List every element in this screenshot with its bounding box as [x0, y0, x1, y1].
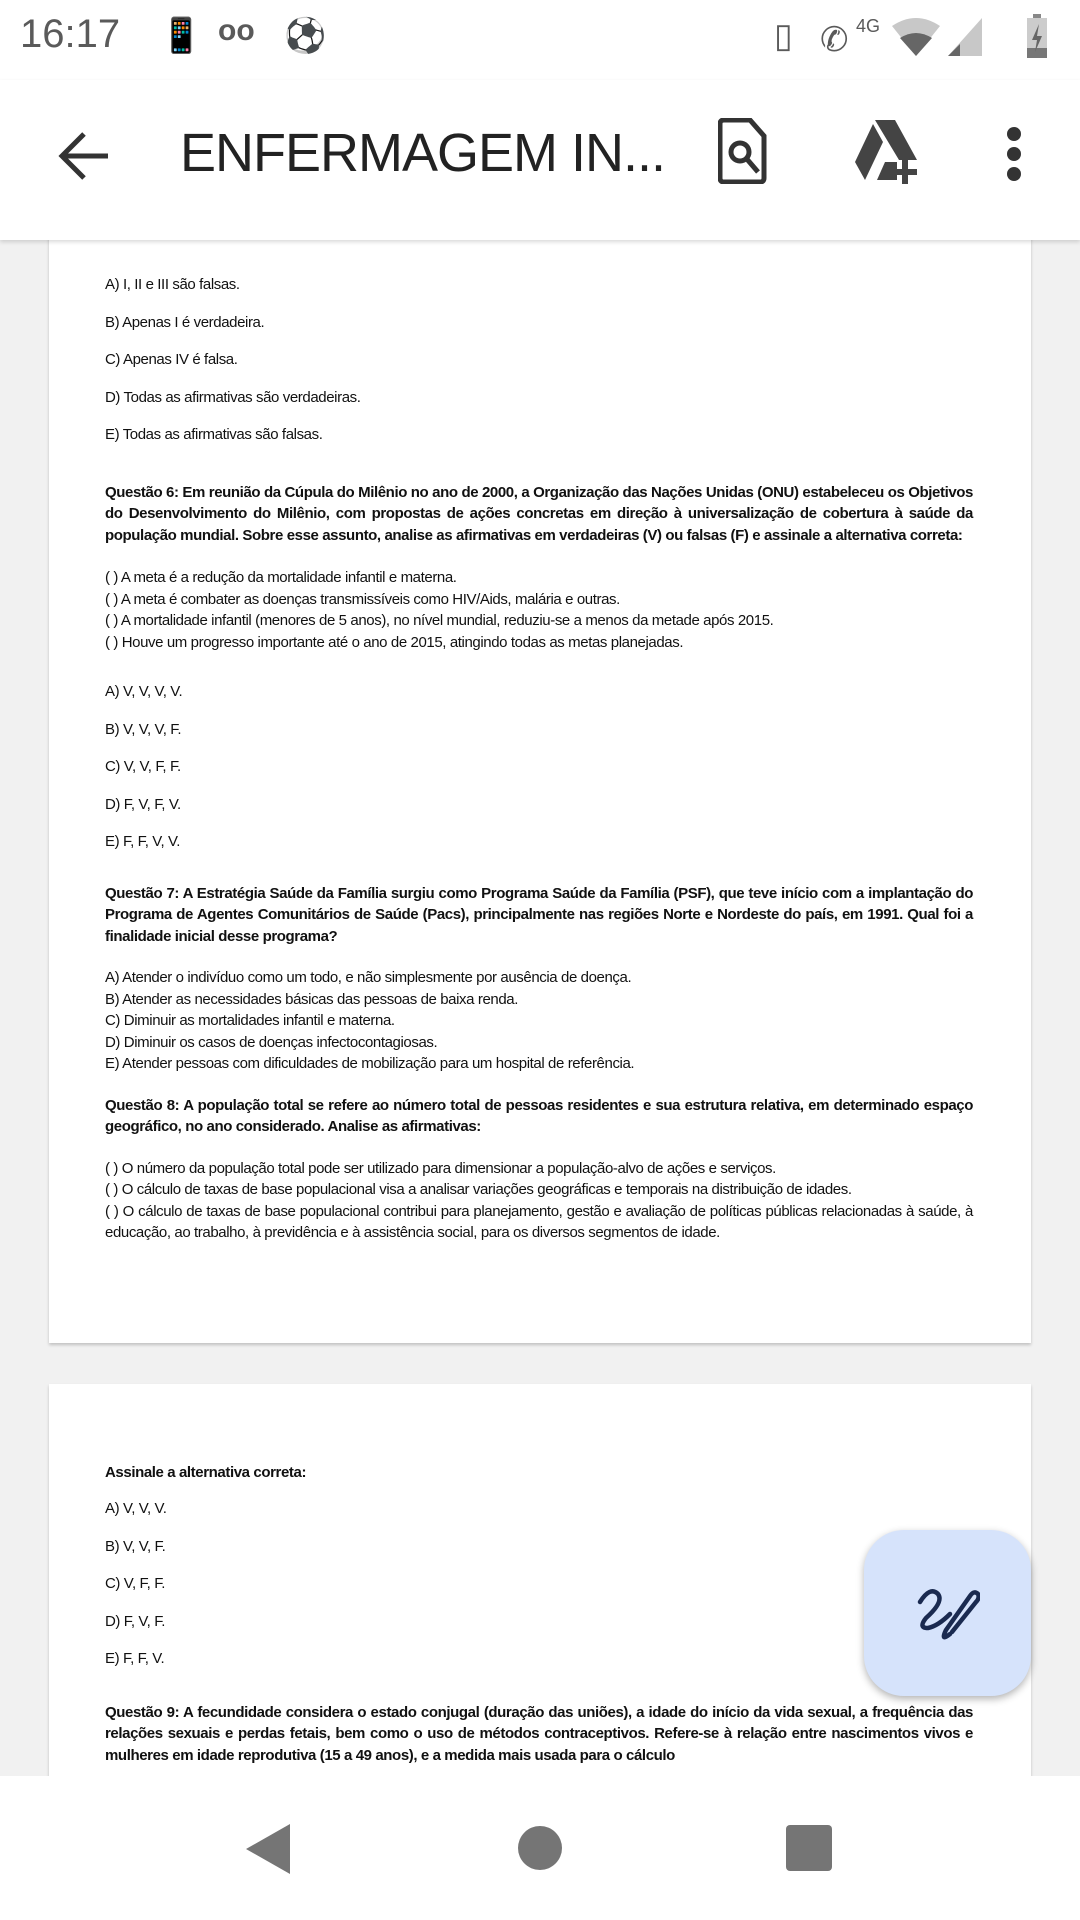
answer-option: E) F, F, V. [105, 1650, 165, 1667]
statement: ( ) O cálculo de taxas de base populacional contribui para planejamento, gestão e avaliação de políticas públicas relacionadas à saúde, à educação, ao trabalho, à previdência e à assistência social, para os diversos segmentos de idade. [105, 1202, 973, 1241]
statement: ( ) A meta é a redução da mortalidade infantil e materna. [105, 569, 457, 586]
soccer-ball-icon: ⚽ [284, 17, 327, 55]
answer-option: A) V, V, V. [105, 1500, 167, 1517]
question-7-text: Questão 7: A Estratégia Saúde da Família surgiu como Programa Saúde da Família (PSF), que teve início com a implantação do Programa de Agentes Comunitários de Saúde (Pacs), principalmente nas regiões Norte e Nordeste do país, em 1991. Qual foi a finalidade inicial desse programa? [105, 884, 973, 945]
answer-option: B) V, V, V, F. [105, 720, 182, 738]
drive-add-icon[interactable] [855, 118, 921, 184]
status-time: 16:17 [20, 12, 121, 56]
answer-option: D) Diminuir os casos de doenças infectocontagiosas. [105, 1033, 438, 1051]
network-type: 4G [856, 16, 881, 36]
answer-option: D) Todas as afirmativas são verdadeiras. [105, 388, 361, 406]
pdf-page [49, 240, 1031, 1343]
signal-icon [948, 18, 982, 56]
question-8-text: Questão 8: A população total se refere ao número total de pessoas residentes e sua estrutura relativa, em determinado espaço geográfico, no ano considerado. Analise as afirmativas: [105, 1096, 973, 1135]
question-8-prompt: Assinale a alternativa correta: [105, 1464, 307, 1481]
statement: ( ) Houve um progresso importante até o ano de 2015, atingindo todas as metas planejadas. [105, 633, 684, 651]
document-title: ENFERMAGEM IN... [180, 123, 666, 183]
wifi-icon [892, 18, 940, 56]
question-9-text: Questão 9: A fecundidade considera o estado conjugal (duração das uniões), a idade do início da vida sexual, a frequência das relações sexuais e perdas fetais, bem como o uso de métodos contraceptivos. Refere-se à relação entre nascimentos vivos e mulheres em idade reprodutiva (15 a 49 anos), e a medida mais usada para o cálculo [105, 1703, 973, 1764]
answer-option: B) Atender as necessidades básicas das pessoas de baixa renda. [105, 990, 518, 1008]
statement: ( ) A meta é combater as doenças transmissíveis como HIV/Aids, malária e outras. [105, 590, 620, 608]
edit-pen-icon [916, 1582, 980, 1644]
navigation-bar [0, 1776, 1080, 1920]
answer-option: B) V, V, F. [105, 1537, 166, 1555]
question-6-text: Questão 6: Em reunião da Cúpula do Milênio no ano de 2000, a Organização das Nações Unidas (ONU) estabeleceu os Objetivos do Desenvolvimento do Milênio, com propostas de ações concretas em direção à universalização de cobertura à saúde da população mundial. Sobre esse assunto, analise as afirmativas em verdadeiras (V) ou falsas (F) e assinale a alternativa correta: [105, 483, 973, 544]
nav-back-icon[interactable] [246, 1824, 290, 1874]
statement: ( ) A mortalidade infantil (menores de 5 anos), no nível mundial, reduziu-se a menos da metade após 2015. [105, 612, 774, 629]
answer-option: C) Diminuir as mortalidades infantil e materna. [105, 1012, 395, 1029]
more-vert-icon[interactable] [1004, 126, 1024, 182]
answer-option: A) Atender o indivíduo como um todo, e não simplesmente por ausência de doença. [105, 969, 632, 986]
statement: ( ) O número da população total pode ser utilizado para dimensionar a população-alvo de ações e serviços. [105, 1159, 776, 1177]
answer-option: C) Apenas IV é falsa. [105, 351, 238, 368]
voicemail-icon: oo [218, 14, 255, 47]
answer-option: A) I, II e III são falsas. [105, 276, 240, 293]
annotate-fab[interactable] [864, 1530, 1031, 1696]
answer-option: B) Apenas I é verdadeira. [105, 313, 265, 331]
answer-option: D) F, V, F. [105, 1612, 166, 1630]
back-arrow-icon[interactable] [58, 130, 110, 182]
vibrate-icon: ▯ [774, 17, 793, 55]
answer-option: D) F, V, F, V. [105, 795, 181, 813]
nav-recents-icon[interactable] [786, 1825, 832, 1871]
answer-option: E) Todas as afirmativas são falsas. [105, 426, 323, 443]
answer-option: E) F, F, V, V. [105, 833, 180, 850]
phone-sync-icon: 📱 [160, 17, 203, 55]
answer-option: C) V, F, F. [105, 1575, 166, 1592]
answer-option: C) V, V, F, F. [105, 758, 181, 775]
app-toolbar [0, 80, 1080, 240]
nav-home-icon[interactable] [518, 1826, 562, 1870]
battery-charging-icon [1027, 14, 1047, 58]
answer-option: A) V, V, V, V. [105, 683, 183, 700]
document-search-icon[interactable] [718, 118, 768, 184]
statement: ( ) O cálculo de taxas de base populacional visa a analisar variações geográficas e temporais na distribuição de idades. [105, 1181, 852, 1198]
call-icon: ✆ [820, 21, 849, 59]
answer-option: E) Atender pessoas com dificuldades de mobilização para um hospital de referência. [105, 1055, 635, 1072]
status-bar [0, 0, 1080, 80]
